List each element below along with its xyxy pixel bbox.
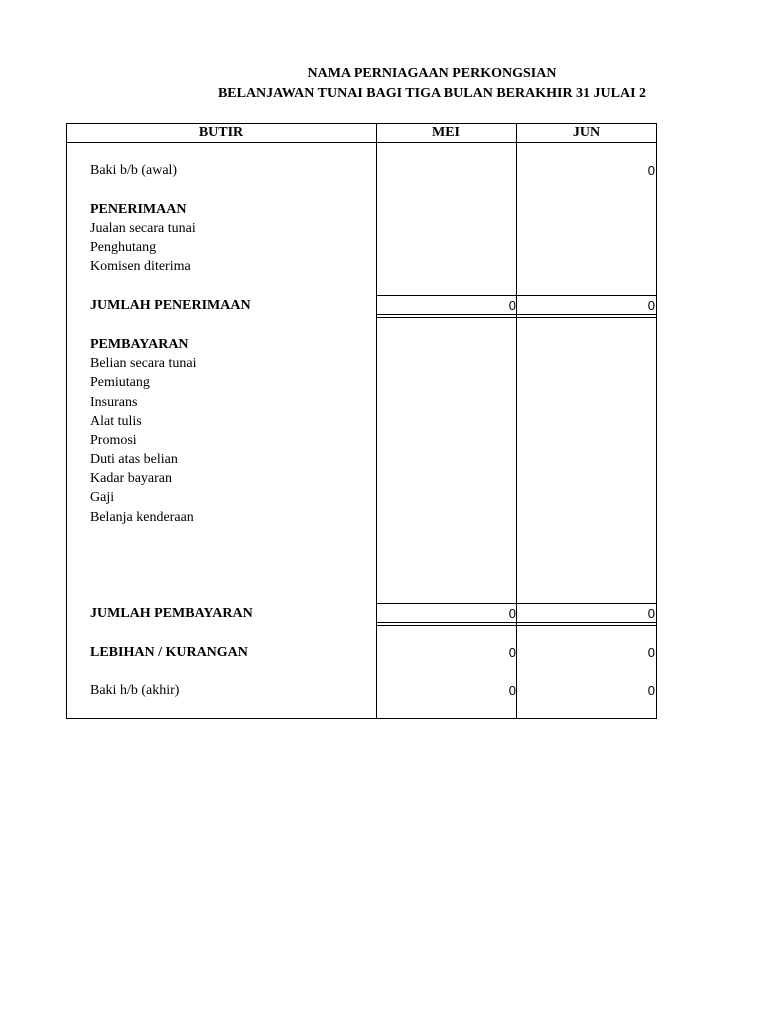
row-label-jumlah-pembayaran: JUMLAH PEMBAYARAN: [90, 606, 253, 621]
value-lebihan-mei: 0: [508, 645, 516, 660]
column-header-butir: BUTIR: [198, 125, 244, 140]
row-label-pembayaran-item: Alat tulis: [90, 414, 142, 429]
value-jumlah-pembayaran-mei: 0: [508, 606, 516, 621]
value-jumlah-pembayaran-jun: 0: [647, 606, 655, 621]
row-label-penerimaan-item: Komisen diterima: [90, 259, 191, 274]
row-label-pembayaran-item: Belanja kenderaan: [90, 510, 194, 525]
row-label-pembayaran-item: Pemiutang: [90, 375, 150, 390]
column-header-mei: MEI: [432, 125, 460, 140]
section-heading-pembayaran: PEMBAYARAN: [90, 337, 189, 352]
value-jumlah-penerimaan-jun: 0: [647, 298, 655, 313]
cash-budget-table: [66, 123, 657, 719]
row-label-baki-awal: Baki b/b (awal): [90, 163, 178, 178]
row-label-penerimaan-item: Jualan secara tunai: [90, 221, 196, 236]
row-label-pembayaran-item: Duti atas belian: [90, 452, 178, 467]
value-lebihan-jun: 0: [647, 645, 655, 660]
column-divider-1: [376, 123, 377, 719]
row-label-jumlah-penerimaan: JUMLAH PENERIMAAN: [90, 298, 251, 313]
row-label-penerimaan-item: Penghutang: [90, 240, 157, 255]
row-label-lebihan-kurangan: LEBIHAN / KURANGAN: [90, 645, 248, 660]
column-header-jun: JUN: [572, 125, 601, 140]
row-label-pembayaran-item: Belian secara tunai: [90, 356, 197, 371]
value-baki-akhir-jun: 0: [647, 683, 655, 698]
value-baki-awal-jun: 0: [647, 163, 655, 178]
header-divider: [66, 142, 657, 143]
section-heading-penerimaan: PENERIMAAN: [90, 202, 187, 217]
row-label-baki-akhir: Baki h/b (akhir): [90, 683, 180, 698]
total-double-line: [376, 317, 657, 318]
column-divider-2: [516, 123, 517, 719]
total-double-line: [376, 625, 657, 626]
row-label-pembayaran-item: Insurans: [90, 395, 138, 410]
document-title: NAMA PERNIAGAAN PERKONGSIAN: [307, 66, 557, 81]
document-subtitle: BELANJAWAN TUNAI BAGI TIGA BULAN BERAKHIR 31 JULAI 2: [217, 86, 647, 101]
row-label-pembayaran-item: Promosi: [90, 433, 137, 448]
row-label-pembayaran-item: Kadar bayaran: [90, 471, 173, 486]
row-label-pembayaran-item: Gaji: [90, 490, 115, 505]
value-baki-akhir-mei: 0: [508, 683, 516, 698]
value-jumlah-penerimaan-mei: 0: [508, 298, 516, 313]
